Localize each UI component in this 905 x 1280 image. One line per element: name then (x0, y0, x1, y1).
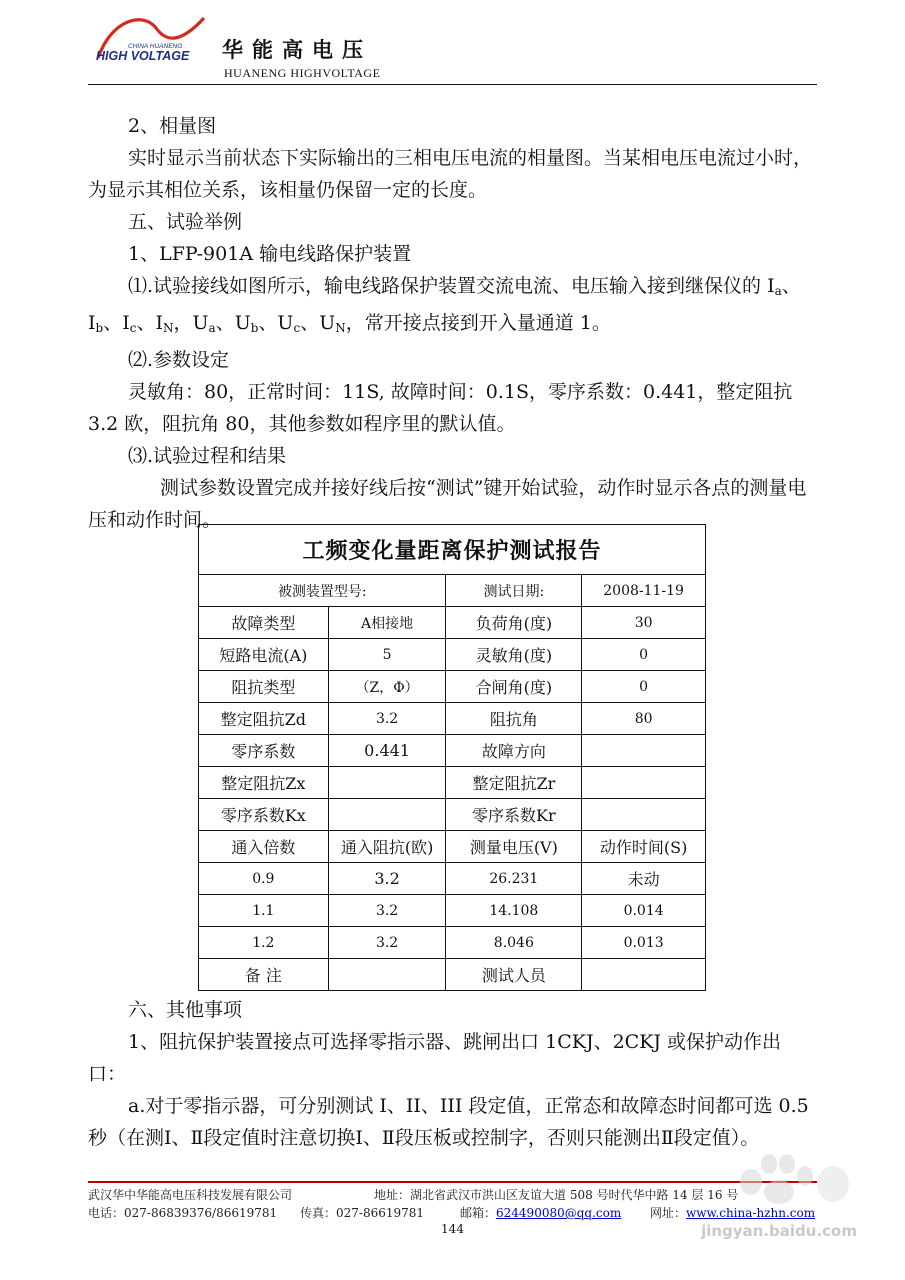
result-cell: 8.046 (446, 927, 582, 959)
footer-fax: 传真：027-86619781 (300, 1206, 425, 1220)
result-cell: 1.1 (199, 895, 329, 927)
column-header: 测量电压(V) (446, 831, 582, 863)
footer-email: 邮箱：624490080@qq.com (460, 1206, 622, 1220)
param-value: 30 (582, 607, 706, 639)
param-label: 灵敏角(度) (446, 639, 582, 671)
param-value (582, 767, 706, 799)
param-value: 0 (582, 639, 706, 671)
header-divider (88, 84, 817, 85)
param-value: 0.441 (328, 735, 446, 767)
param-label: 负荷角(度) (446, 607, 582, 639)
param-value (328, 799, 446, 831)
test-date-label: 测试日期: (446, 575, 582, 607)
tester-value (582, 959, 706, 991)
results-header-row (199, 831, 706, 863)
remarks-value (328, 959, 446, 991)
remarks-label: 备 注 (199, 959, 329, 991)
param-label: 短路电流(A) (199, 639, 329, 671)
param-value: 80 (582, 703, 706, 735)
heading-phasor: 2、相量图 (128, 115, 217, 137)
param-label: 零序系数Kr (446, 799, 582, 831)
param-value: A相接地 (328, 607, 446, 639)
result-cell: 0.014 (582, 895, 706, 927)
param-value: （Z，Φ） (328, 671, 446, 703)
param-label: 零序系数 (199, 735, 329, 767)
table-row (199, 959, 706, 991)
heading-examples: 五、试验举例 (128, 211, 243, 233)
paragraph-other-2: a.对于零指示器，可分别测试 I、II、III 段定值，正常态和故障态时间都可选 0.5 秒（在测Ⅰ、Ⅱ段定值时注意切换Ⅰ、Ⅱ段压板或控制字，否则只能测出Ⅱ段定值）。 (88, 1095, 809, 1149)
table-row (199, 703, 706, 735)
footer-address: 地址：湖北省武汉市洪山区友谊大道 508 号时代华中路 14 层 16 号 (374, 1188, 739, 1202)
table-row (199, 863, 706, 895)
logo-subtitle: CHINA HUANENG (128, 43, 183, 50)
param-value: 3.2 (328, 703, 446, 735)
param-label: 故障方向 (446, 735, 582, 767)
table-row (199, 767, 706, 799)
paragraph-params: 灵敏角：80，正常时间：11S, 故障时间：0.1S，零序系数：0.441，整定阻抗 3.2 欧，阻抗角 80，其他参数如程序里的默认值。 (88, 381, 793, 435)
website-link[interactable]: www.china-hzhn.com (686, 1206, 816, 1220)
param-label: 阻抗角 (446, 703, 582, 735)
watermark-text: jingyan.baidu.com (701, 1222, 857, 1240)
result-cell: 14.108 (446, 895, 582, 927)
result-cell: 3.2 (328, 863, 446, 895)
footer-divider (88, 1181, 817, 1183)
email-link[interactable]: 624490080@qq.com (496, 1206, 622, 1220)
tester-label: 测试人员 (446, 959, 582, 991)
result-cell: 1.2 (199, 927, 329, 959)
device-model-label: 被测装置型号: (199, 575, 446, 607)
footer-phone: 电话：027-86839376/86619781 (88, 1206, 278, 1220)
heading-process: ⑶.试验过程和结果 (128, 445, 287, 467)
brand-english-name: HUANENG HIGHVOLTAGE (224, 66, 381, 80)
report-title: 工频变化量距离保护测试报告 (199, 525, 706, 575)
body-section-top (88, 110, 818, 536)
result-cell: 26.231 (446, 863, 582, 895)
logo-title: HIGH VOLTAGE (96, 49, 190, 63)
footer-company: 武汉华中华能高电压科技发展有限公司 (88, 1188, 293, 1202)
paw-watermark-icon (721, 1142, 861, 1212)
table-row (199, 799, 706, 831)
brand-chinese-name: 华能高电压 (222, 38, 372, 62)
heading-params: ⑵.参数设定 (128, 349, 230, 371)
table-row (199, 671, 706, 703)
paragraph-process: 测试参数设置完成并接好线后按“测试”键开始试验，动作时显示各点的测量电压和动作时间。 (88, 477, 807, 531)
result-cell: 未动 (582, 863, 706, 895)
param-value (582, 799, 706, 831)
param-value: 5 (328, 639, 446, 671)
heading-other: 六、其他事项 (128, 999, 243, 1021)
param-label: 零序系数Kx (199, 799, 329, 831)
test-date-value: 2008-11-19 (582, 575, 706, 607)
body-section-bottom (88, 994, 818, 1154)
paragraph-phasor: 实时显示当前状态下实际输出的三相电压电流的相量图。当某相电压电流过小时，为显示其相位关系，该相量仍保留一定的长度。 (88, 147, 813, 201)
paragraph-other-1: 1、阻抗保护装置接点可选择零指示器、跳闸出口 1CKJ、2CKJ 或保护动作出口： (88, 1031, 782, 1085)
param-label: 合闸角(度) (446, 671, 582, 703)
param-value (328, 767, 446, 799)
paragraph-wiring: ⑴.试验接线如图所示，输电线路保护装置交流电流、电压输入接到继保仪的 $I_a$、$I_b$、$I_c$、$I_N$，$U_a$、$U_b$、$U_c$、$U_N$，常开接点接到开入量通道 1。 (88, 275, 801, 335)
result-cell: 0.013 (582, 927, 706, 959)
result-cell: 0.9 (199, 863, 329, 895)
footer-website: 网址：www.china-hzhn.com (650, 1206, 816, 1220)
test-report-table (198, 524, 706, 991)
param-label: 故障类型 (199, 607, 329, 639)
heading-lfp901a: 1、LFP-901A 输电线路保护装置 (128, 243, 412, 265)
table-row (199, 735, 706, 767)
result-cell: 3.2 (328, 927, 446, 959)
company-logo (92, 8, 210, 78)
column-header: 通入倍数 (199, 831, 329, 863)
table-row (199, 639, 706, 671)
param-value: 0 (582, 671, 706, 703)
param-label: 整定阻抗Zd (199, 703, 329, 735)
column-header: 动作时间(S) (582, 831, 706, 863)
param-label: 阻抗类型 (199, 671, 329, 703)
table-row (199, 895, 706, 927)
column-header: 通入阻抗(欧) (328, 831, 446, 863)
param-value (582, 735, 706, 767)
result-cell: 3.2 (328, 895, 446, 927)
table-row (199, 927, 706, 959)
param-label: 整定阻抗Zx (199, 767, 329, 799)
param-label: 整定阻抗Zr (446, 767, 582, 799)
table-row (199, 607, 706, 639)
page-number: 144 (441, 1222, 464, 1236)
